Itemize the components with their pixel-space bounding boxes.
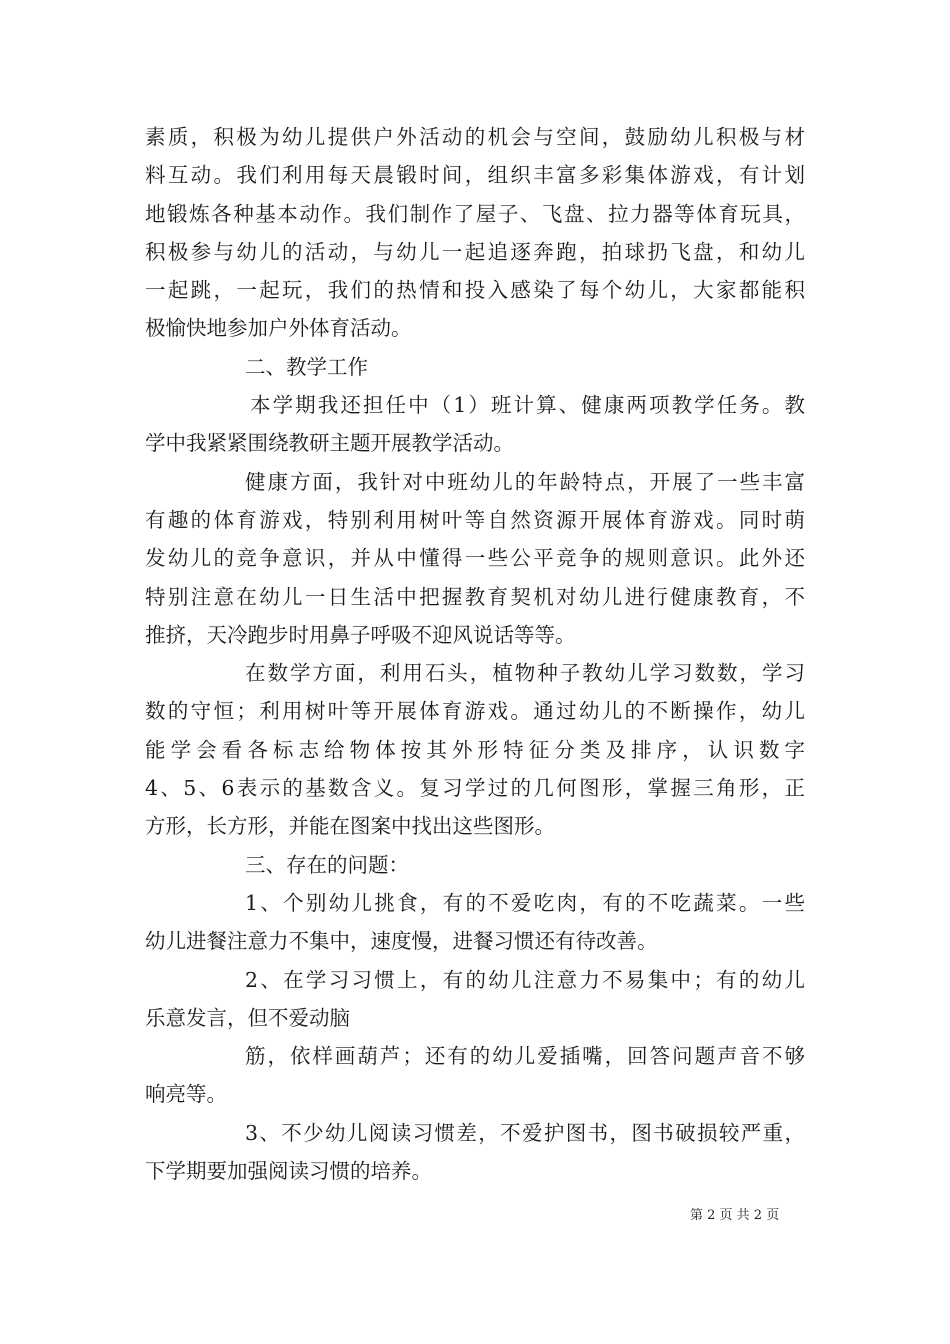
section-heading-teaching: 二、教学工作: [245, 354, 368, 379]
text-line: 本学期我还担任中（1）班计算、健康两项教学任务。教: [250, 393, 805, 418]
text-line: 地锻炼各种基本动作。我们制作了屋子、飞盘、拉力器等体育玩具，: [145, 201, 805, 226]
text-line: 筋，依样画葫芦；还有的幼儿爱插嘴，回答问题声音不够: [245, 1044, 805, 1069]
text-line: 在数学方面，利用石头，植物种子教幼儿学习数数，学习: [245, 661, 805, 686]
text-line: 一起跳，一起玩，我们的热情和投入感染了每个幼儿，大家都能积: [145, 278, 805, 303]
text-line: 极愉快地参加户外体育活动。: [145, 316, 412, 341]
text-line: 幼儿进餐注意力不集中，速度慢，进餐习惯还有待改善。: [145, 929, 658, 954]
text-line: 推挤，天冷跑步时用鼻子呼吸不迎风说话等等。: [145, 622, 576, 647]
text-line: 健康方面，我针对中班幼儿的年龄特点，开展了一些丰富: [245, 469, 805, 494]
text-line: 响亮等。: [145, 1082, 227, 1107]
text-line: 3、不少幼儿阅读习惯差，不爱护图书，图书破损较严重，: [245, 1120, 805, 1145]
text-line: 料互动。我们利用每天晨锻时间，组织丰富多彩集体游戏，有计划: [145, 163, 805, 188]
body-text: [145, 118, 805, 1190]
text-line: 特别注意在幼儿一日生活中把握教育契机对幼儿进行健康教育，不: [145, 584, 805, 609]
text-line: 素质，积极为幼儿提供户外活动的机会与空间，鼓励幼儿积极与材: [145, 125, 805, 149]
text-line: 发幼儿的竞争意识，并从中懂得一些公平竞争的规则意识。此外还: [145, 546, 805, 571]
text-line: 下学期要加强阅读习惯的培养。: [145, 1159, 432, 1184]
text-line: 4、5、6表示的基数含义。复习学过的几何图形，掌握三角形，正: [145, 776, 805, 801]
section-heading-problems: 三、存在的问题：: [245, 852, 409, 877]
page-number: 第 2 页 共 2 页: [690, 1208, 780, 1223]
text-line: 方形，长方形，并能在图案中找出这些图形。: [145, 814, 555, 839]
text-line: 2、在学习习惯上，有的幼儿注意力不易集中；有的幼儿: [245, 967, 805, 992]
text-line: 积极参与幼儿的活动，与幼儿一起追逐奔跑，拍球扔飞盘，和幼儿: [145, 239, 805, 264]
text-line: 乐意发言，但不爱动脑: [145, 1005, 350, 1030]
text-line: 数的守恒；利用树叶等开展体育游戏。通过幼儿的不断操作，幼儿: [145, 699, 805, 724]
text-line: 学中我紧紧围绕教研主题开展教学活动。: [145, 431, 514, 456]
text-line: 1、个别幼儿挑食，有的不爱吃肉，有的不吃蔬菜。一些: [245, 890, 805, 915]
text-line: 能学会看各标志给物体按其外形特征分类及排序，认识数字: [145, 737, 805, 762]
text-line: 有趣的体育游戏，特别利用树叶等自然资源开展体育游戏。同时萌: [145, 507, 805, 532]
